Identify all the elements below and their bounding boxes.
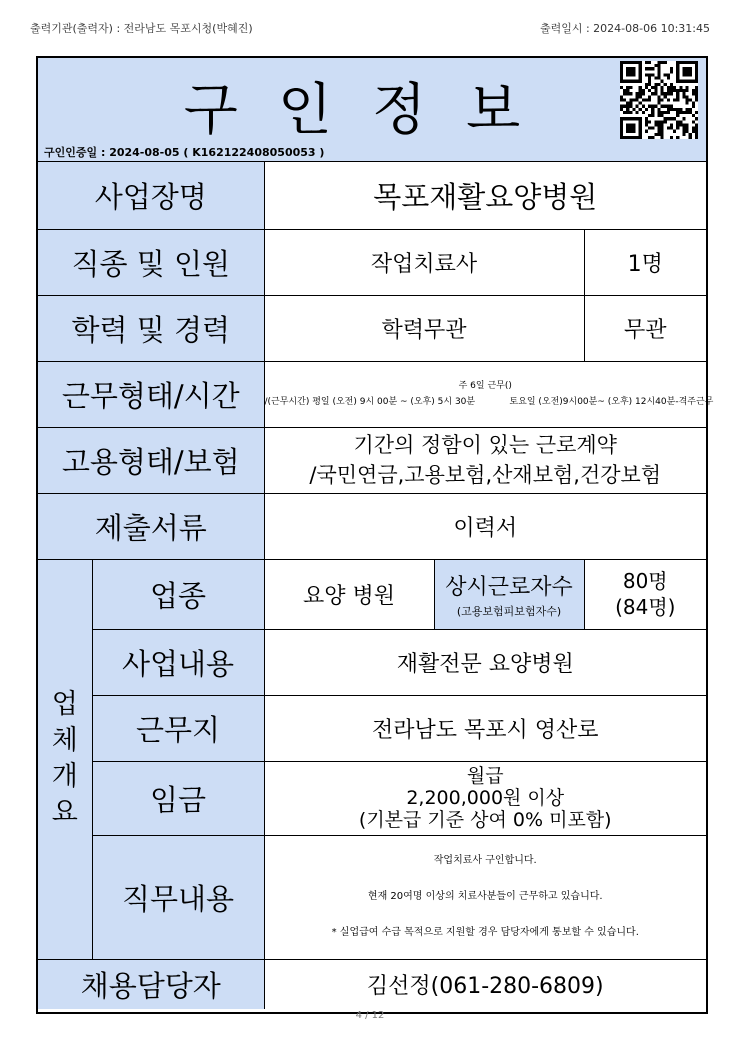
documents-value: 이력서 (264, 493, 706, 559)
title-band (38, 58, 706, 145)
duties-line-3: * 실업급여 수급 목적으로 지원할 경우 담당자에게 통보할 수 있습니다. (331, 927, 639, 938)
overview-char-3: 개 (51, 761, 78, 792)
overview-char-4: 요 (51, 797, 78, 828)
row-documents (38, 493, 706, 559)
wage-type: 월급 (466, 765, 504, 787)
workers-count: 80명 (622, 569, 668, 593)
row-work-hours (38, 361, 706, 427)
insured-count: (84명) (615, 595, 676, 619)
workers-sub-label: (고용보험피보험자수) (456, 604, 562, 618)
employment-type-text: 기간의 정함이 있는 근로계약 (353, 433, 617, 457)
page-number: 4 / 12 (355, 1010, 385, 1021)
qr-code-icon (620, 61, 698, 139)
industry-value: 요양 병원 (264, 559, 434, 629)
workers-label-cell (434, 559, 584, 629)
contact-value: 김선정(061-280-6809) (264, 959, 706, 1009)
company-overview-label (38, 559, 92, 959)
education-label: 학력 및 경력 (38, 295, 264, 361)
row-business (38, 629, 706, 695)
certification-line: 구인인증일 : 2024-08-05 ( K162122408050053 ) (38, 144, 706, 162)
issuer-text: 출력기관(출력자) : 전라남도 목포시청(박혜진) (30, 22, 253, 35)
business-value: 재활전문 요양병원 (264, 629, 706, 695)
row-education (38, 295, 706, 361)
contact-label: 채용담당자 (38, 959, 264, 1009)
duties-label: 직무내용 (92, 835, 264, 959)
row-location (38, 695, 706, 761)
job-label: 직종 및 인원 (38, 229, 264, 295)
wage-label: 임금 (92, 761, 264, 835)
wage-amount: 2,200,000원 이상 (406, 787, 565, 809)
employment-label: 고용형태/보험 (38, 427, 264, 493)
row-contact (38, 959, 706, 1009)
overview-char-1: 업 (51, 689, 78, 720)
insurance-text: /국민연금,고용보험,산재보험,건강보험 (309, 463, 662, 487)
print-time-text: 출력일시 : 2024-08-06 10:31:45 (539, 22, 710, 35)
duties-line-2: 현재 20여명 이상의 치료사분들이 근무하고 있습니다. (367, 891, 603, 902)
document-title: 구인정보 (183, 78, 561, 143)
industry-label: 업종 (92, 559, 264, 629)
row-duties (38, 835, 706, 959)
duties-line-1: 작업치료사 구인합니다. (433, 855, 537, 866)
row-wage (38, 761, 706, 835)
career-value: 무관 (584, 295, 706, 361)
row-industry (38, 559, 706, 629)
company-value: 목포재활요양병원 (264, 162, 706, 229)
overview-char-2: 체 (51, 725, 78, 756)
work-days-text: 주 6일 근무() (458, 381, 512, 391)
info-table (38, 162, 714, 1009)
education-value: 학력무관 (264, 295, 584, 361)
workers-label: 상시근로자수 (445, 574, 573, 600)
work-time-text: /(근무시간) 평일 (오전) 9시 00분 ~ (오후) 5시 30분 토요일 (오전)9시00분~ (오후) 12시40분-격주근무 (264, 397, 714, 407)
row-employment (38, 427, 706, 493)
business-label: 사업내용 (92, 629, 264, 695)
company-label: 사업장명 (38, 162, 264, 229)
wage-note: (기본급 기준 상여 0% 미포함) (358, 809, 612, 831)
job-posting-sheet (36, 56, 714, 1014)
job-count: 1명 (584, 229, 706, 295)
location-label: 근무지 (92, 695, 264, 761)
job-value: 작업치료사 (264, 229, 584, 295)
location-value: 전라남도 목포시 영산로 (264, 695, 706, 761)
row-job (38, 229, 706, 295)
documents-label: 제출서류 (38, 493, 264, 559)
work-hours-label: 근무형태/시간 (38, 361, 264, 427)
row-company (38, 162, 706, 229)
